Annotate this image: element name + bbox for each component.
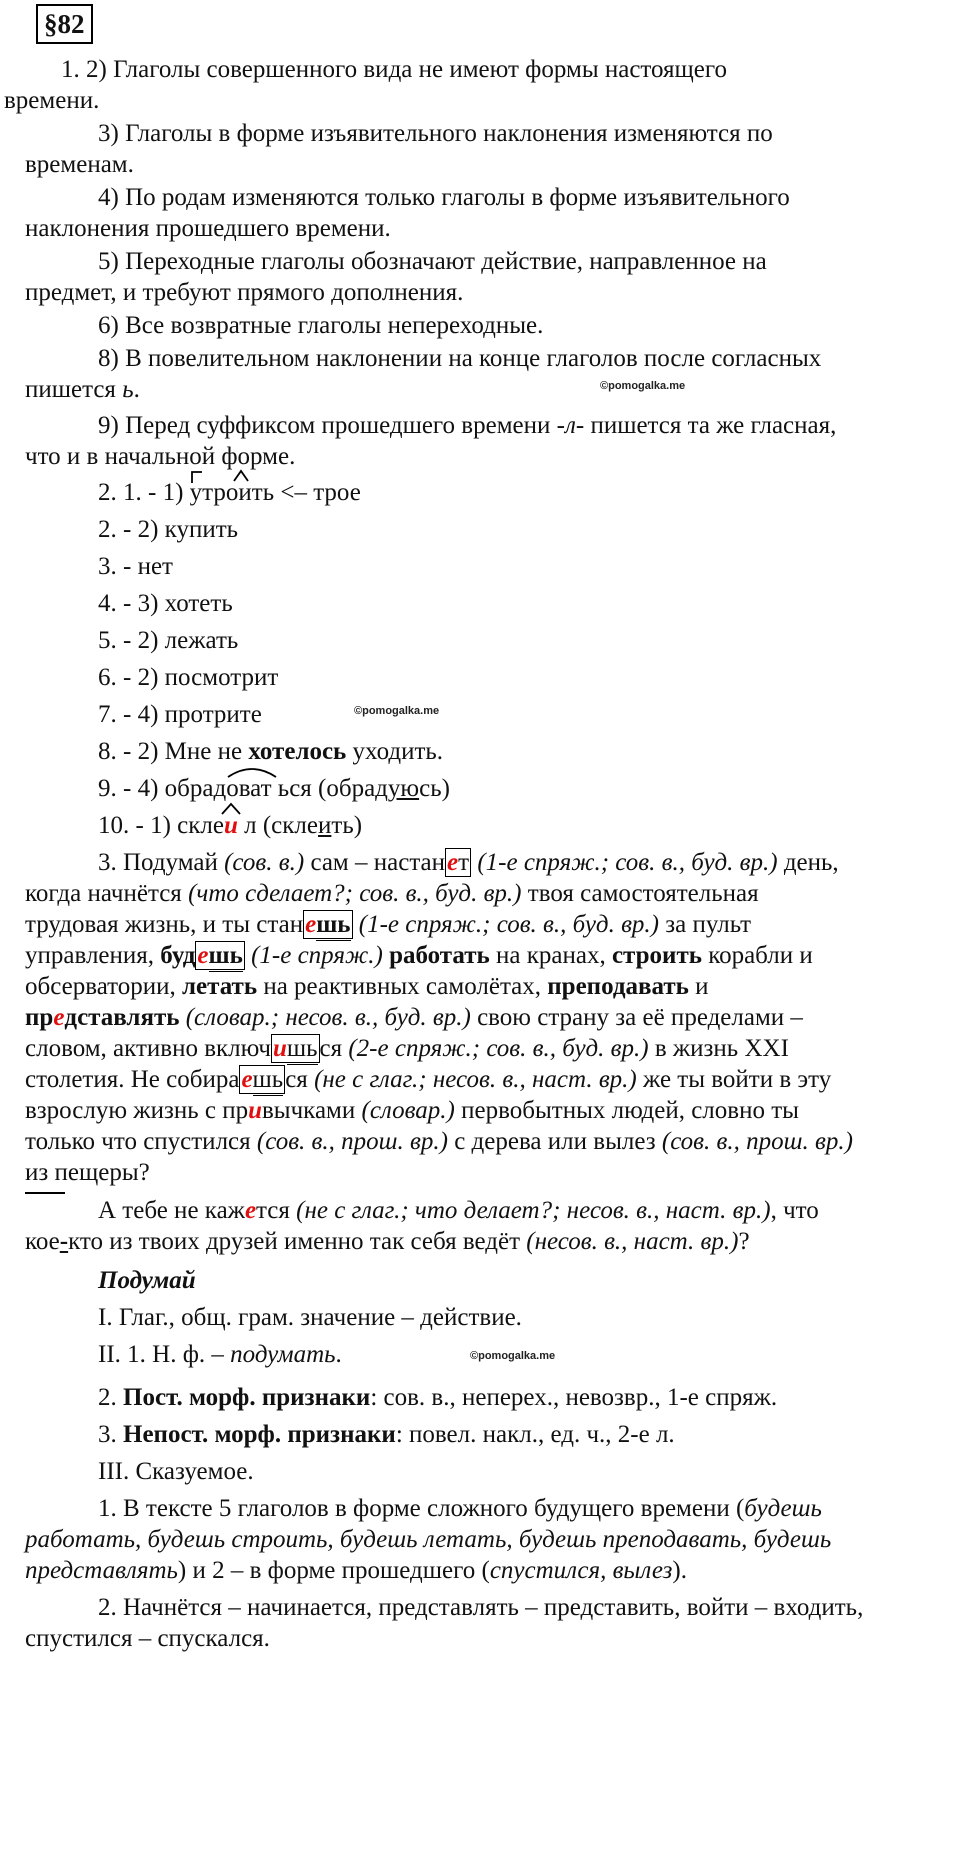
task1-line: 9) Перед суффиксом прошедшего времени -л- пишется та же гласная, <box>98 412 837 439</box>
task3-line: словом, активно включишься (2-е спряж.; сов. в., буд. вр.) в жизнь XXI <box>25 1033 960 1064</box>
analysis-line: I. Глаг., общ. грам. значение – действие. <box>98 1304 522 1331</box>
suffix-caret <box>220 802 242 816</box>
task1-line: 4) По родам изменяются только глаголы в форме изъявительного <box>98 184 790 211</box>
task3-line: управления, будешь (1-е спряж.) работать на кранах, строить корабли и <box>25 940 960 971</box>
final-line: 2. Начнётся – начинается, представлять – представить, войти – входить, <box>98 1594 864 1621</box>
task2-item: 10. - 1) склеи л (склеить) <box>98 810 960 841</box>
task2-item-1: 2. 1. - 1) утроить <– трое <box>98 477 960 508</box>
task3-line: из пещеры? <box>25 1159 150 1186</box>
watermark: ©pomogalka.me <box>354 705 440 717</box>
analysis-line: II. 1. Н. ф. – подумать. <box>98 1341 342 1368</box>
section-number: §82 <box>36 4 93 44</box>
final-line: спустился – спускался. <box>25 1625 270 1652</box>
task1-line: временам. <box>25 151 134 178</box>
task1-line: пишется ь. <box>25 376 140 403</box>
task2-item: 3. - нет <box>98 553 173 580</box>
task3-line: А тебе не кажется (не с глаг.; что делает?; несов. в., наст. вр.), что <box>98 1197 819 1224</box>
morpheme-marks <box>190 469 290 485</box>
task1-line: предмет, и требуют прямого дополнения. <box>25 279 464 306</box>
separator-line <box>25 1192 65 1194</box>
task1-line: 5) Переходные глаголы обозначают действие, направленное на <box>98 248 767 275</box>
task2-item: 4. - 3) хотеть <box>98 590 233 617</box>
task3-line: столетия. Не собираешься (не с глаг.; несов. в., наст. вр.) же ты войти в эту <box>25 1064 960 1095</box>
task3-line: обсерватории, летать на реактивных самолётах, преподавать и <box>25 973 709 1000</box>
task3-line: 3. Подумай (сов. в.) сам – настанет (1-е спряж.; сов. в., буд. вр.) день, <box>98 849 839 876</box>
task3-line: взрослую жизнь с привычками (словар.) первобытных людей, словно ты <box>25 1097 799 1124</box>
task3-line: кое-кто из твоих друзей именно так себя ведёт (несов. в., наст. вр.)? <box>25 1228 750 1255</box>
task3-line: только что спустился (сов. в., прош. вр.) с дерева или вылез (сов. в., прош. вр.) <box>25 1128 853 1155</box>
task1-line: 1. 2) Глаголы совершенного вида не имеют формы настоящего <box>61 56 728 83</box>
task1-line: наклонения прошедшего времени. <box>25 215 391 242</box>
analysis-title: Подумай <box>98 1267 196 1294</box>
final-line: представлять) и 2 – в форме прошедшего (спустился, вылез). <box>25 1557 687 1584</box>
task1-line: что и в начальной форме. <box>25 443 296 470</box>
task2-item: 6. - 2) посмотрит <box>98 664 279 691</box>
task1-line: 6) Все возвратные глаголы непереходные. <box>98 312 544 339</box>
word-with-morphemes: утроить <box>190 479 281 506</box>
task1-line: 8) В повелительном наклонении на конце глаголов после согласных <box>98 345 822 372</box>
analysis-line: 2. Пост. морф. признаки: сов. в., неперех., невозвр., 1-е спряж. <box>98 1384 778 1411</box>
task2-item: 2. - 2) купить <box>98 516 239 543</box>
task2-item: 5. - 2) лежать <box>98 627 239 654</box>
analysis-line: III. Сказуемое. <box>98 1458 254 1485</box>
task1-line: 3) Глаголы в форме изъявительного наклонения изменяются по <box>98 120 773 147</box>
suffix-marked: и <box>224 812 244 839</box>
task2-item: 8. - 2) Мне не хотелось уходить. <box>98 738 444 765</box>
watermark: ©pomogalka.me <box>600 380 686 392</box>
suffix-marked: оват <box>226 775 278 802</box>
suffix-arc <box>226 765 278 779</box>
task3-line: представлять (словар.; несов. в., буд. вр.) свою страну за её пределами – <box>25 1004 803 1031</box>
task2-item: 9. - 4) обрадоват ься (обрадуюсь) <box>98 773 960 804</box>
task3-line: когда начнётся (что сделает?; сов. в., буд. вр.) твоя самостоятельная <box>25 880 759 907</box>
task1-line: времени. <box>4 87 100 114</box>
task3-line: трудовая жизнь, и ты станешь (1-е спряж.; сов. в., буд. вр.) за пульт <box>25 909 960 940</box>
watermark: ©pomogalka.me <box>470 1350 556 1362</box>
final-line: 1. В тексте 5 глаголов в форме сложного будущего времени (будешь <box>98 1495 822 1522</box>
task2-item: 7. - 4) протрите <box>98 701 262 728</box>
analysis-line: 3. Непост. морф. признаки: повел. накл., ед. ч., 2-е л. <box>98 1421 675 1448</box>
final-line: работать, будешь строить, будешь летать, будешь преподавать, будешь <box>25 1526 832 1553</box>
